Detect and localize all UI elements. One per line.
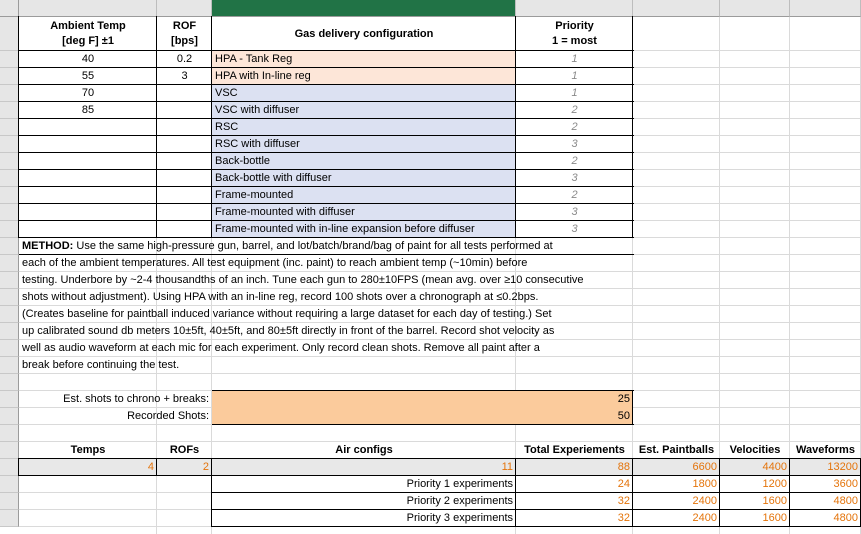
row-header-8[interactable]	[0, 153, 19, 170]
config-name[interactable]: Back-bottle	[212, 153, 516, 170]
row-header-18[interactable]	[0, 323, 19, 340]
row-header-26[interactable]	[0, 459, 19, 476]
method-text: testing. Underbore by ~2-4 thousandths of an inch. Tune each gun to 280±10FPS (mean avg. over ≥10 consecutive	[22, 274, 584, 286]
border-line	[19, 50, 634, 51]
row-header-19[interactable]	[0, 340, 19, 357]
row-header-28[interactable]	[0, 493, 19, 510]
border-line	[19, 84, 634, 85]
method-text: (Creates baseline for paintball induced variance without requiring a large dataset for each day of testing.) Set	[22, 308, 552, 320]
priority-row-total[interactable]: 32	[617, 512, 630, 524]
total-temps[interactable]: 4	[19, 459, 157, 476]
row-header-4[interactable]	[0, 85, 19, 102]
border-line	[632, 16, 633, 238]
summary-header-temps[interactable]: Temps	[70, 444, 106, 456]
column-header-f[interactable]	[720, 0, 790, 17]
config-name[interactable]: HPA - Tank Reg	[212, 51, 516, 68]
method-line[interactable]	[19, 357, 179, 374]
temp-value[interactable]: 55	[81, 70, 95, 82]
priority-row-label[interactable]: Priority 2 experiments	[406, 495, 513, 507]
row-header-1[interactable]	[0, 17, 19, 51]
column-header-d[interactable]	[516, 0, 633, 17]
row-header-16[interactable]	[0, 289, 19, 306]
config-name[interactable]: Frame-mounted	[212, 187, 516, 204]
priority-value[interactable]: 2	[571, 155, 578, 167]
method-text: up calibrated sound db meters 10±5ft, 40±5ft, and 80±5ft directly in front of the barrel. Record shot velocity as	[22, 325, 555, 337]
priority-value[interactable]: 3	[571, 138, 578, 150]
priority-value[interactable]: 2	[571, 121, 578, 133]
border-line	[632, 390, 633, 425]
method-line[interactable]	[19, 306, 552, 323]
header-line: ROF	[172, 20, 197, 32]
border-line	[19, 237, 634, 238]
border-line	[18, 458, 19, 476]
summary-header-rofs[interactable]: ROFs	[169, 444, 200, 456]
priority-row-label[interactable]: Priority 3 experiments	[406, 512, 513, 524]
header-rof[interactable]	[157, 17, 212, 51]
header-line: 1 = most	[552, 35, 597, 47]
method-text: break before continuing the test.	[22, 359, 180, 371]
column-header-e[interactable]	[633, 0, 720, 17]
total-waveforms[interactable]: 13200	[790, 459, 861, 476]
select-all-corner[interactable]	[0, 0, 19, 17]
border-line	[515, 458, 516, 527]
border-line	[211, 16, 212, 238]
method-text: well as audio waveform at each mic for each experiment. Only record clean shots. Remove all paint after a	[22, 342, 540, 354]
header-gas-config[interactable]: Gas delivery configuration	[294, 27, 434, 40]
border-line	[19, 458, 861, 459]
summary-header-waveforms[interactable]: Waveforms	[796, 444, 855, 456]
row-header-2[interactable]	[0, 51, 19, 68]
priority-row-waveforms[interactable]: 4800	[833, 512, 858, 524]
total-paintballs[interactable]: 6600	[633, 459, 720, 476]
method-text: each of the ambient temperatures. All test equipment (inc. paint) to reach ambient temp (~10min) before	[22, 257, 528, 269]
border-line	[19, 220, 634, 221]
method-line[interactable]	[19, 289, 538, 306]
priority-row-waveforms[interactable]: 3600	[833, 478, 858, 490]
border-line	[19, 186, 634, 187]
priority-row-velocities[interactable]: 1600	[762, 512, 787, 524]
priority-value[interactable]: 2	[571, 104, 578, 116]
border-line	[19, 169, 634, 170]
summary-header-total[interactable]: Total Experiements	[524, 444, 625, 456]
method-line[interactable]	[19, 340, 540, 357]
border-line	[19, 254, 634, 255]
row-header-24[interactable]	[0, 425, 19, 442]
config-name[interactable]: Frame-mounted with diffuser	[212, 204, 516, 221]
method-line[interactable]	[19, 323, 554, 340]
column-header-b[interactable]	[157, 0, 212, 17]
priority-row-label[interactable]: Priority 1 experiments	[406, 478, 513, 490]
border-line	[789, 458, 790, 527]
row-header-25[interactable]	[0, 442, 19, 459]
row-header-23[interactable]	[0, 408, 19, 425]
priority-row-paintballs[interactable]: 2400	[692, 512, 717, 524]
border-line	[19, 152, 634, 153]
rof-value[interactable]: 3	[181, 70, 188, 82]
method-text: shots without adjustment). Using HPA with an in-line reg, record 100 shots over a chronograph at ≤0.2bps.	[22, 291, 539, 303]
method-line[interactable]	[19, 255, 527, 272]
priority-value[interactable]: 1	[571, 53, 578, 65]
config-name[interactable]: Back-bottle with diffuser	[212, 170, 516, 187]
row-header-14[interactable]	[0, 255, 19, 272]
priority-row-waveforms[interactable]: 4800	[833, 495, 858, 507]
config-name[interactable]: Frame-mounted with in-line expansion before diffuser	[212, 221, 516, 238]
temp-value[interactable]: 40	[81, 53, 95, 65]
border-line	[19, 101, 634, 102]
border-line	[719, 458, 720, 527]
row-header-29[interactable]	[0, 510, 19, 527]
header-ambient-temp[interactable]	[19, 17, 157, 51]
total-rofs[interactable]: 2	[157, 459, 212, 476]
row-header-9[interactable]	[0, 170, 19, 187]
column-header-c[interactable]	[212, 0, 516, 17]
config-name[interactable]: RSC with diffuser	[212, 136, 516, 153]
row-header-15[interactable]	[0, 272, 19, 289]
row-header-11[interactable]	[0, 204, 19, 221]
method-label: METHOD:	[22, 240, 74, 252]
summary-header-paintballs[interactable]: Est. Paintballs	[638, 444, 715, 456]
summary-header-velocities[interactable]: Velocities	[729, 444, 781, 456]
row-header-6[interactable]	[0, 119, 19, 136]
row-header-27[interactable]	[0, 476, 19, 493]
header-line: Priority	[555, 20, 594, 32]
row-header-7[interactable]	[0, 136, 19, 153]
row-header-10[interactable]	[0, 187, 19, 204]
border-line	[211, 458, 212, 527]
row-header-5[interactable]	[0, 102, 19, 119]
row-header-21[interactable]	[0, 374, 19, 391]
border-line	[19, 203, 634, 204]
row-header-3[interactable]	[0, 68, 19, 85]
header-line: [deg F] ±1	[62, 35, 114, 47]
border-line	[19, 135, 634, 136]
temp-value[interactable]: 85	[81, 104, 95, 116]
method-text: Use the same high-pressure gun, barrel, and lot/batch/brand/bag of paint for all tests performed at	[73, 240, 553, 252]
recorded-label: Recorded Shots:	[127, 410, 209, 422]
row-header-17[interactable]	[0, 306, 19, 323]
priority-row-total[interactable]: 32	[617, 495, 630, 507]
priority-row-velocities[interactable]: 1600	[762, 495, 787, 507]
summary-header-air[interactable]: Air configs	[335, 444, 393, 456]
border-line	[212, 424, 634, 425]
column-header-g[interactable]	[790, 0, 861, 17]
total-velocities[interactable]: 4400	[720, 459, 790, 476]
border-line	[632, 458, 633, 527]
recorded-input[interactable]: 50	[212, 408, 633, 425]
method-line[interactable]	[19, 272, 584, 289]
priority-row-paintballs[interactable]: 1800	[692, 478, 717, 490]
border-line	[19, 475, 861, 476]
border-line	[18, 16, 19, 238]
priority-value[interactable]: 3	[571, 206, 578, 218]
border-line	[212, 509, 861, 510]
header-priority[interactable]	[516, 17, 633, 51]
border-line	[515, 16, 516, 238]
header-line: Ambient Temp	[50, 20, 126, 32]
border-line	[212, 526, 861, 527]
config-name[interactable]: VSC	[212, 85, 516, 102]
header-line: [bps]	[171, 35, 198, 47]
rof-value[interactable]: 0.2	[176, 53, 193, 65]
row-header-12[interactable]	[0, 221, 19, 238]
border-line	[212, 492, 861, 493]
total-total[interactable]: 88	[516, 459, 633, 476]
priority-value[interactable]: 2	[571, 189, 578, 201]
config-name[interactable]: RSC	[212, 119, 516, 136]
border-line	[156, 16, 157, 238]
method-line[interactable]	[19, 238, 553, 255]
row-header-13[interactable]	[0, 238, 19, 255]
border-line	[156, 458, 157, 476]
column-header-a[interactable]	[19, 0, 157, 17]
priority-value[interactable]: 3	[571, 172, 578, 184]
priority-row-total[interactable]: 24	[617, 478, 630, 490]
priority-row-paintballs[interactable]: 2400	[692, 495, 717, 507]
config-name[interactable]: VSC with diffuser	[212, 102, 516, 119]
priority-row-velocities[interactable]: 1200	[762, 478, 787, 490]
priority-value[interactable]: 1	[571, 87, 578, 99]
border-line	[19, 67, 634, 68]
total-air[interactable]: 11	[212, 459, 516, 476]
shots-label: Est. shots to chrono + breaks:	[63, 393, 209, 405]
row-header-22[interactable]	[0, 391, 19, 408]
row-header-20[interactable]	[0, 357, 19, 374]
priority-value[interactable]: 3	[571, 223, 578, 235]
temp-value[interactable]: 70	[81, 87, 95, 99]
border-line	[19, 118, 634, 119]
priority-value[interactable]: 1	[571, 70, 578, 82]
config-name[interactable]: HPA with In-line reg	[212, 68, 516, 85]
border-line	[212, 390, 634, 391]
shots-input[interactable]: 25	[212, 391, 633, 408]
